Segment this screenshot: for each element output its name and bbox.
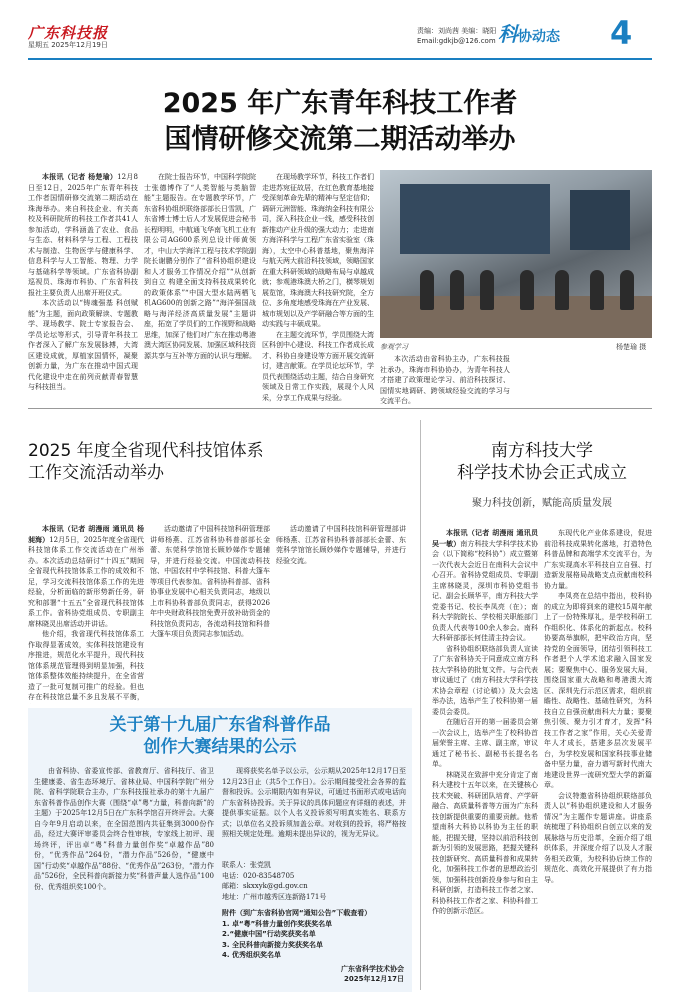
- article3-column-2: [544, 528, 652, 990]
- newspaper-logo: 广东科技报: [28, 24, 109, 42]
- photo-display-screen: [400, 184, 550, 254]
- notice-text: 由省科协、省委宣传部、省教育厅、省科技厅、省卫生健康委、省生态环境厅、省林业局、中国科学院广州分院、省科学院联合主办，广东科技报社承办的第十九届广东省科普作品创作大赛（围绕“卓”粤“力量，科普向新”的主题）于2025年12月5日在广东科学馆召开终评会。大赛自今年9月启动以来，在全国范围内共征集到3000份作品，经过大赛评审委员会终合性审核，专家线上初评、现场终评，评出卓“粤”科普力量创作奖“卓越作品”80份，“优秀作品”264份，“潜力作品”526份，“健康中国”行动奖“卓越作品”88份、“优秀作品”263份，“潜力作品”526份，全民科普向新接力奖“科普声量人选作品”100份、优秀组织奖100个。: [34, 767, 214, 891]
- lead-col2-text: 在院士报告环节，中国科学院院士张德博作了“人类智能与类脑智能”主题报告。在专题教学环节，广东省科协组织联络部部长日雪凯，广东省博士博士后人才发展促进会秘书长程明明，中航通飞华南飞机工业有限公司AG600系列总设计师黄领才，中山大学海洋工程与技术学院副院长谢鹏分别作了“省科协组织建设和人才服务工作情况介绍”“从创新到自立 构建全面支持科技成果转化的政策体系”“中国大型水陆两栖飞机AG600的创新之路”“海洋强国战略与海洋经济高质量发展”主题讲座，拓宽了学员们的工作视野和战略思维，加深了他们对广东在推动粤港澳大湾区协同发展、加强区域科技资源共享与互补等方面的认识与理解。: [144, 173, 256, 360]
- article3-title-line1: 南方科技大学: [491, 441, 593, 461]
- photo-person: [480, 270, 494, 310]
- article3-col1c-text: 在随后召开的第一届委员会第一次会议上，选举产生了校科协首届荣誉主席、主席、副主席，审议通过了秘书长、副秘书长提名名单。: [432, 718, 538, 768]
- article3-title: [432, 440, 652, 484]
- article2-column-3: 活动邀请了中国科技馆科研管理部讲师杨燕、江苏省科协科普部部长金蕾、东莞科学馆馆长顾妙娣作专题辅导，并进行经验交流。: [276, 525, 406, 565]
- section-divider: [28, 408, 652, 409]
- lead-column-3: [262, 172, 374, 404]
- editor-email: Email:gdkjb@126.com: [417, 37, 496, 45]
- event-photo: [380, 170, 652, 338]
- photo-person: [590, 270, 604, 310]
- notice-title-line1: 关于第十九届广东省科普作品: [109, 715, 331, 735]
- article3-col1b-text: 省科协组织联络部负责人宣读了广东省科协关于同意成立南方科技大学科协的批复文件。与会代表审议通过了《南方科技大学科学技术协会章程（讨论稿）》及大会选举办法，选举产生了校科协第一届委员会委员。: [432, 644, 538, 716]
- lead-col3b-text: 在主题交流环节，学员围绕大湾区科创中心建设、科技工作者成长成才、科协自身建设等方面开展交流研讨，建言献策。在学员论坛环节，学员代表围绕活动主题，结合自身研究领域及日常工作实践，展现个人风采，分享工作成果与经验。: [262, 330, 374, 402]
- photo-credit: 杨楚瑜 摄: [616, 343, 647, 351]
- notice-attachments: [222, 908, 406, 961]
- article2-title-line2: 工作交流活动举办: [28, 463, 164, 483]
- editor-line: 责编：刘尚茜 美编：晓阳: [417, 27, 497, 35]
- lead-col1b-text: 本次活动以“铸魂强基 科创赋能”为主题，面向政策解读、专题教学、现场教学、院士专家报告会、学员论坛等形式，引导青年科技工作者深入了解广东发展脉搏，大湾区建设成就，厚植家国情怀，凝聚创新力量，为广东在推动中国式现代化建设中走在前列贡献青春智慧与科技担当。: [28, 299, 138, 391]
- article3-col2-text: 东现代化产业体系建设，促进前沿科技成果转化落地，打造特色科普品牌和高端学术交流平台，为广东实现高水平科技自立自强、打造新发展格局战略支点贡献南校科协力量。: [544, 529, 652, 590]
- photo-person: [555, 270, 569, 310]
- article2-text1b: 他介绍，我省现代科技馆体系工作取得显著成效，实体科技馆建设有序推进，规范化水平提升，现代科技馆体系规范管理得到明显加强，科技馆体系整体效能持续提升，在全省营造了一批可复制可推广的经验。但也存在科技馆总量不多且发展不平衡，: [28, 630, 144, 701]
- editor-credits: [417, 26, 496, 46]
- lead-headline-line2: 国情研修交流第二期活动举办: [164, 124, 516, 155]
- notice-contact: [222, 860, 406, 902]
- contact-address: 地址：广州市越秀区连新路171号: [222, 892, 327, 901]
- lead-headline-line1: 2025 年广东青年科技工作者: [162, 88, 518, 119]
- attachment-item: 3. 全民科普向新接力奖获奖名单: [222, 940, 323, 949]
- article3-byline: 本报讯（记者 胡漫雨 通讯员 吴一敏）: [432, 529, 538, 548]
- attachments-title: 附件（到广东省科协官网“通知公告”下载查看）: [222, 909, 372, 917]
- lead-column-1: [28, 172, 138, 404]
- article3-subtitle: 聚力科技创新，赋能高质量发展: [472, 498, 612, 509]
- photo-person: [420, 270, 434, 310]
- top-rule: [28, 58, 652, 60]
- signoff-org: 广东省科学技术协会: [341, 965, 404, 973]
- section-tag-rest: 协动态: [518, 29, 560, 45]
- lead-column-2: [144, 172, 256, 404]
- notice-column-1: [34, 766, 214, 990]
- article3-title-line2: 科学技术协会正式成立: [457, 463, 627, 483]
- page-number: 4: [610, 14, 633, 52]
- article2-text1: 12月5日，2025年度全省现代科技馆体系工作交流活动在广州举办。本次活动总结研讨“十四五”期间全省现代科技馆体系工作的成效和不足，学习交流科技馆体系工作的先进经验，分析面临的新形势新任务，研究和部署“十五五”全省现代科技馆体系工作。省科协党组成员、专职副主席林晓灵出席活动并讲话。: [28, 535, 144, 628]
- article3-column-1: [432, 528, 538, 990]
- article3-col1d-text: 林晓灵在致辞中充分肯定了南科大建校十五年以来，在关键核心技术突破、科研团队培育、产学研融合、高质量科普等方面为广东科技创新提供重要的重要贡献。他希望南科大科协以科协为主任的职能，把握关键，坚持以前沿科技创新为引领的发展思路，把握关键科技创新研究、高质量科普和成果转化，加强科技工作者的思想政治引领，加强科技创新投身参与和自主科研创新，打造科技工作者之家、科协科技工作者之家、科协科普工作的创新示范区。: [432, 770, 538, 915]
- notice-text2: 现将获奖名单予以公示，公示期从2025年12月17日至12月23日止（共5个工作日）。公示期间接受社会各界的监督和投诉。公示期限内如有异议，可通过书面形式或电话向广东省科协投诉。关于异议的具体问题应有详细的表述，并提供事实证据。以个人名义投诉须写明真实姓名、联系方式；以单位名义投诉须加盖公章。对收到的投诉，将严格按照相关规定处理。逾期未提出异议的，视为无异议。: [222, 767, 406, 838]
- article2-byline: 本报讯（记者 胡漫雨 通讯员 杨昶海）: [28, 525, 144, 544]
- article3-col2c-text: 会议特邀省科协组织联络部负责人以“科协组织建设和人才服务情况”为主题作专题讲座。讲座系统梳理了科协组织自创立以来的发展脉络与历史沿革，全面介绍了组织体系，并深度介绍了以及人才服务相关政策，为校科协后续工作的规范化、高效化开展提供了有力指导。: [544, 791, 652, 884]
- photo-person: [520, 270, 534, 310]
- attachment-item: 4. 优秀组织奖名单: [222, 951, 281, 959]
- article2-title-line1: 2025 年度全省现代科技馆体系: [28, 441, 264, 461]
- attachment-item: 2.“健康中国”行动奖获奖名单: [222, 930, 316, 938]
- article3-col2b-text: 李凤亮在总结中指出，校科协的成立为即将到来的建校15周年献上了一份特殊厚礼，是学校科研工作组织化、体系化的新起点。校科协要高举旗帜，把牢政治方向，坚持党的全面领导，团结引领科技工作者把个人学术追求融入国家发展；要聚焦中心、服务发展大局，围绕国家重大战略和粤港澳大湾区、深圳先行示范区需求，组织前瞻性、战略性、基础性研究，为科技自立自强贡献南科大力量；要聚焦引领、聚力引才育才，发挥“科技工作者之家”作用，关心关爱青年人才成长，搭建多层次发展平台，为学校发展和国家科技事业储备中坚力量，奋力谱写新时代南大地建设世界一流研究型大学的新篇章。: [544, 592, 652, 789]
- article3-col1-text: 南方科技大学科学技术协会（以下简称“校科协”）成立暨第一次代表大会近日在南科大会议中心召开。省科协党组成员、专职副主席林晓灵，深圳市科协党组书记、副会长顾华平，南方科技大学党委书记、校长李凤亮（在）；南科大学院院长、学校相关职能部门负责人代表等100余人参会。南科大科研部部长何佳清主持会议。: [432, 539, 538, 642]
- section-tag-first: 科: [498, 22, 518, 46]
- lead-headline: [28, 86, 652, 158]
- signoff-date: 2025年12月17日: [344, 975, 404, 983]
- notice-column-2: [222, 766, 406, 858]
- article2-text2: 活动邀请了中国科技馆科研管理部讲师杨燕、江苏省科协科普部部长金蕾、东莞科学馆馆长顾妙娣作专题辅导，并进行经验交流。中国流动科技馆、中国农村中学科技馆、科普大篷车等项目代表参加。省科协科普部、省科协事业发展中心相关负责同志，地级以上市科协科普部负责同志，获得2026年中央财政科技馆免费开放补助资金的科技馆负责同志，各流动科技馆和科普大篷车项目负责同志参加活动。: [150, 525, 270, 638]
- contact-email: 邮箱：skxxyk@gd.gov.cn: [222, 882, 308, 890]
- lead-byline: 本报讯（记者 杨楚瑜）: [42, 173, 118, 181]
- lead-col3-text: 在现场教学环节，科技工作者们走进苏宛征故居，在红色教育基地接受深刻革命先辈的精神与坚定信仰；调研元洲智能、珠海纳金科技有限公司，深入科技企业一线，感受科技创新推动产业升级的强大动力；走进南方海洋科学与工程广东省实验室（珠海），太空中心科普基地，聚焦海洋与航天两大前沿科技领域，领略国家在重大科研领域的战略布局与卓越成就；参观港珠澳大桥之门，横琴规划展览馆，珠海澳大科技研究院，全方位、多角度地感受珠海在产业发展、城市规划以及产学研融合等方面的生动实践与丰硕成果。: [262, 173, 374, 328]
- article2-title: [28, 440, 408, 484]
- lead-col3c-text: 本次活动由省科协主办，广东科技报社承办，珠海市科协协办，为青年科技人才搭建了政策理论学习、前沿科技探讨、国情实地调研、跨领域经验交流的学习与交流平台。: [380, 355, 510, 405]
- article2-column-2: [150, 524, 270, 704]
- article2-column-1: [28, 524, 144, 704]
- issue-date: 星期五 2025年12月19日: [28, 41, 108, 49]
- photo-person: [620, 270, 634, 310]
- notice-title: [28, 714, 412, 758]
- contact-phone: 电话：020-83548705: [222, 871, 295, 880]
- photo-display-panel: [570, 190, 630, 250]
- attachment-item: 1. 卓“粤”科普力量创作奖获奖名单: [222, 919, 333, 928]
- photo-caption: 参观学习: [380, 343, 408, 351]
- photo-person: [450, 270, 464, 310]
- notice-title-line2: 创作大赛结果的公示: [143, 737, 297, 757]
- section-tag: [498, 18, 560, 47]
- lead-col1-text: 12月8日至12日，2025年广东青年科技工作者国情研修交流第二期活动在珠海举办。来自科技企业、有关高校及科研院所的科技工作者共41人参加活动，学科涵盖了农业、食品与生态、材料科学与工程、工程技术与制造、生物医学与健康科学、信息科学与人工智能、物理、力学与基础科学等领域。广东省科协副巡视员、珠海市科协、广东省科技报社主要负责人出席开班仪式。: [28, 173, 138, 297]
- lead-column-4: [380, 354, 510, 406]
- column-divider: [420, 420, 421, 990]
- contact-person: 联系人：张党凯: [222, 861, 271, 869]
- notice-signoff: [262, 964, 404, 984]
